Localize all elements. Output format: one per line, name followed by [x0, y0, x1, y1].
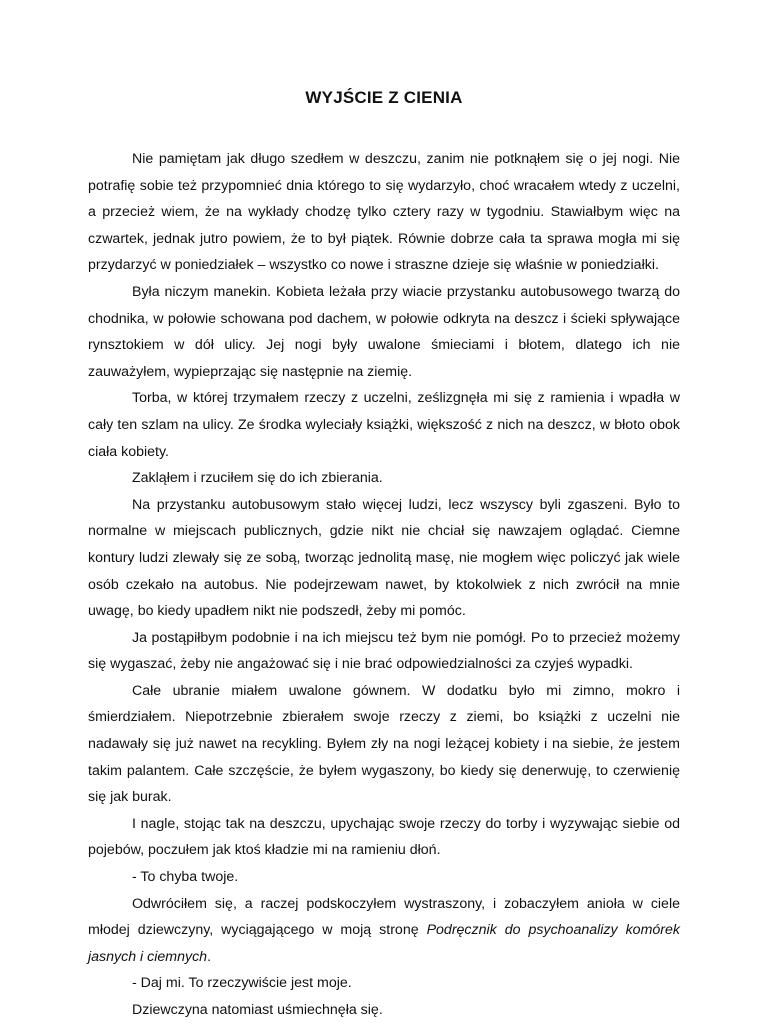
- book-title: Podręcznik do psychoanalizy komórek jasnych i ciemnych: [88, 922, 680, 965]
- paragraph: Dziewczyna natomiast uśmiechnęła się.: [132, 1002, 383, 1018]
- paragraph: Na przystanku autobusowym stało więcej ludzi, lecz wszyscy byli zgaszeni. Było to normalne w miejscach publicznych, gdzie nikt nie chciał się nawzajem oglądać. Ciemne kontury ludzi zlewały się ze sobą, tworząc jednolitą masę, nie mogłem więc policzyć jak wiele osób czekało na autobus. Nie podejrzewam nawet, by ktokolwiek z nich zwrócił na mnie uwagę, bo kiedy upadłem nikt nie podszedł, żeby mi pomóc.: [88, 496, 680, 620]
- document-body: [88, 146, 680, 1024]
- paragraph: Zakląłem i rzuciłem się do ich zbierania.: [132, 470, 383, 487]
- paragraph-text: Odwróciłem się, a raczej podskoczyłem wystraszony, i zobaczyłem anioła w ciele młodej dziewczyny, wyciągającego w moją stronę: [88, 895, 680, 939]
- document-title: WYJŚCIE Z CIENIA: [305, 88, 463, 107]
- paragraph: Całe ubranie miałem uwalone gównem. W dodatku było mi zimno, mokro i śmierdziałem. Niepotrzebnie zbierałem swoje rzeczy z ziemi, bo książki z uczelni nie nadawały się już nawet na recykling. Byłem zły na nogi leżącej kobiety i na siebie, że jestem takim palantem. Całe szczęście, że byłem wygaszony, bo kiedy się denerwuję, to czerwienię się jak burak.: [88, 682, 680, 806]
- paragraph: I nagle, stojąc tak na deszczu, upychając swoje rzeczy do torby i wyzywając siebie od pojebów, poczułem jak ktoś kładzie mi na ramieniu dłoń.: [88, 815, 680, 859]
- paragraph: Torba, w której trzymałem rzeczy z uczelni, ześlizgnęła mi się z ramienia i wpadła w cały ten szlam na ulicy. Ze środka wyleciały książki, większość z nich na deszcz, w błoto obok ciała kobiety.: [88, 390, 680, 460]
- paragraph: Nie pamiętam jak długo szedłem w deszczu, zanim nie potknąłem się o jej nogi. Nie potrafię sobie też przypomnieć dnia którego to się wydarzyło, choć wracałem wtedy z uczelni, a przecież wiem, że na wykłady chodzę tylko cztery razy w tygodniu. Stawiałbym więc na czwartek, jednak jutro powiem, że to był piątek. Równie dobrze cała ta sprawa mogła mi się przydarzyć w poniedziałek – wszystko co nowe i straszne dzieje się właśnie w poniedziałki.: [88, 151, 680, 274]
- dialogue-line: - Daj mi. To rzeczywiście jest moje.: [132, 975, 352, 992]
- paragraph: Ja postąpiłbym podobnie i na ich miejscu też bym nie pomógł. Po to przecież możemy się wygaszać, żeby nie angażować się i nie brać odpowiedzialności za czyjeś wypadki.: [88, 629, 680, 673]
- dialogue-line: - To chyba twoje.: [132, 869, 239, 886]
- paragraph: Była niczym manekin. Kobieta leżała przy wiacie przystanku autobusowego twarzą do chodnika, w połowie schowana pod dachem, w połowie odkryta na deszcz i ścieki spływające rynsztokiem w dół ulicy. Jej nogi były uwalone śmieciami i błotem, dlatego ich nie zauważyłem, wypieprzając się następnie na ziemię.: [88, 283, 680, 380]
- paragraph-text: .: [207, 948, 212, 965]
- paragraph: [88, 891, 680, 971]
